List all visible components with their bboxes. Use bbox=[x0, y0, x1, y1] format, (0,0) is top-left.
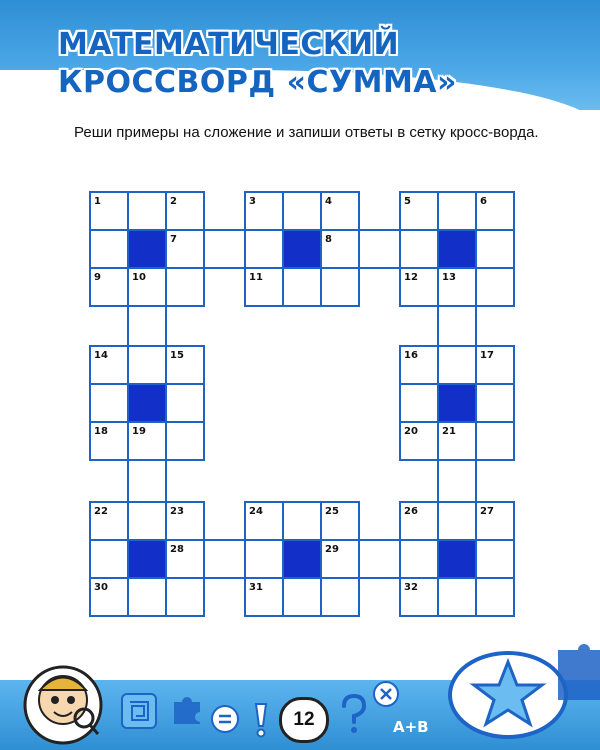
crossword-cell[interactable] bbox=[476, 422, 514, 460]
crossword-block bbox=[400, 502, 514, 616]
crossword-cell[interactable] bbox=[400, 384, 438, 422]
cell-number: 25 bbox=[325, 506, 339, 517]
crossword-cell[interactable] bbox=[283, 578, 321, 616]
cell-number: 26 bbox=[404, 506, 418, 517]
crossword-cell[interactable] bbox=[128, 192, 166, 230]
cell-number: 6 bbox=[480, 196, 487, 207]
crossword-block bbox=[245, 192, 359, 306]
crossword-cell[interactable] bbox=[476, 540, 514, 578]
a-plus-b-label: A+B bbox=[393, 718, 429, 736]
cell-number: 24 bbox=[249, 506, 263, 517]
cell-number: 22 bbox=[94, 506, 108, 517]
puzzle-piece-icon bbox=[168, 688, 208, 728]
crossword-cell[interactable] bbox=[166, 422, 204, 460]
cell-number: 32 bbox=[404, 582, 418, 593]
cell-number: 1 bbox=[94, 196, 101, 207]
crossword-cell[interactable] bbox=[283, 502, 321, 540]
crossword-filled-cell bbox=[128, 540, 166, 578]
cell-number: 12 bbox=[404, 272, 418, 283]
instruction-text: Реши примеры на сложение и запиши ответы в сетку кросс-ворда. bbox=[74, 124, 539, 141]
crossword-cell[interactable] bbox=[166, 578, 204, 616]
crossword-cell[interactable] bbox=[438, 192, 476, 230]
cell-number: 2 bbox=[170, 196, 177, 207]
puzzle-corner-icon bbox=[548, 640, 600, 700]
title-line-1: МАТЕМАТИЧЕСКИЙ bbox=[58, 27, 400, 62]
crossword-block bbox=[400, 346, 514, 460]
crossword-cell[interactable] bbox=[283, 192, 321, 230]
cell-number: 19 bbox=[132, 426, 146, 437]
crossword-filled-cell bbox=[128, 384, 166, 422]
cell-number: 11 bbox=[249, 272, 263, 283]
cell-number: 23 bbox=[170, 506, 184, 517]
crossword-cell[interactable] bbox=[476, 268, 514, 306]
crossword-cell[interactable] bbox=[90, 384, 128, 422]
cell-number: 20 bbox=[404, 426, 418, 437]
crossword-cell[interactable] bbox=[400, 540, 438, 578]
star-badge-icon bbox=[418, 640, 568, 750]
cell-number: 15 bbox=[170, 350, 184, 361]
crossword-cell[interactable] bbox=[283, 268, 321, 306]
crossword-cell[interactable] bbox=[321, 578, 359, 616]
cell-number: 10 bbox=[132, 272, 146, 283]
cell-number: 9 bbox=[94, 272, 101, 283]
crossword-filled-cell bbox=[438, 384, 476, 422]
title-line-2: КРОССВОРД «СУММА» bbox=[58, 65, 457, 100]
cell-number: 16 bbox=[404, 350, 418, 361]
crossword-cell[interactable] bbox=[476, 578, 514, 616]
crossword-cell[interactable] bbox=[128, 578, 166, 616]
crossword-block bbox=[400, 192, 514, 306]
cell-number: 4 bbox=[325, 196, 332, 207]
equals-icon bbox=[210, 704, 240, 734]
multiply-icon bbox=[372, 680, 400, 708]
crossword-cell[interactable] bbox=[438, 578, 476, 616]
cell-number: 13 bbox=[442, 272, 456, 283]
cell-number: 18 bbox=[94, 426, 108, 437]
cell-number: 5 bbox=[404, 196, 411, 207]
cell-number: 21 bbox=[442, 426, 456, 437]
cell-number: 7 bbox=[170, 234, 177, 245]
crossword-filled-cell bbox=[283, 540, 321, 578]
crossword-cell[interactable] bbox=[128, 502, 166, 540]
crossword-cell[interactable] bbox=[90, 540, 128, 578]
crossword-filled-cell bbox=[128, 230, 166, 268]
crossword-cell[interactable] bbox=[166, 268, 204, 306]
cell-number: 14 bbox=[94, 350, 108, 361]
exclamation-icon bbox=[246, 700, 276, 740]
crossword-cell[interactable] bbox=[90, 230, 128, 268]
cell-number: 30 bbox=[94, 582, 108, 593]
crossword-cell[interactable] bbox=[400, 230, 438, 268]
crossword-filled-cell bbox=[438, 540, 476, 578]
crossword-block bbox=[90, 346, 204, 460]
crossword-cell[interactable] bbox=[476, 230, 514, 268]
crossword-block bbox=[90, 502, 204, 616]
mascot-icon bbox=[18, 660, 108, 750]
cell-number: 3 bbox=[249, 196, 256, 207]
cell-number: 27 bbox=[480, 506, 494, 517]
crossword-cell[interactable] bbox=[128, 346, 166, 384]
crossword-cell[interactable] bbox=[476, 384, 514, 422]
cell-number: 31 bbox=[249, 582, 263, 593]
crossword-cell[interactable] bbox=[245, 230, 283, 268]
crossword-cell[interactable] bbox=[321, 268, 359, 306]
crossword-cell[interactable] bbox=[166, 384, 204, 422]
cell-number: 8 bbox=[325, 234, 332, 245]
crossword-block bbox=[245, 502, 359, 616]
question-mark-icon bbox=[336, 692, 372, 736]
cell-number: 29 bbox=[325, 544, 339, 555]
square-spiral-icon bbox=[118, 690, 160, 732]
crossword-filled-cell bbox=[283, 230, 321, 268]
cell-number: 17 bbox=[480, 350, 494, 361]
crossword-filled-cell bbox=[438, 230, 476, 268]
grid-blocks bbox=[90, 192, 514, 616]
cell-number: 28 bbox=[170, 544, 184, 555]
page-number: 12 bbox=[279, 697, 329, 743]
crossword-cell[interactable] bbox=[438, 346, 476, 384]
crossword-cell[interactable] bbox=[438, 502, 476, 540]
crossword-cell[interactable] bbox=[245, 540, 283, 578]
crossword-block bbox=[90, 192, 204, 306]
